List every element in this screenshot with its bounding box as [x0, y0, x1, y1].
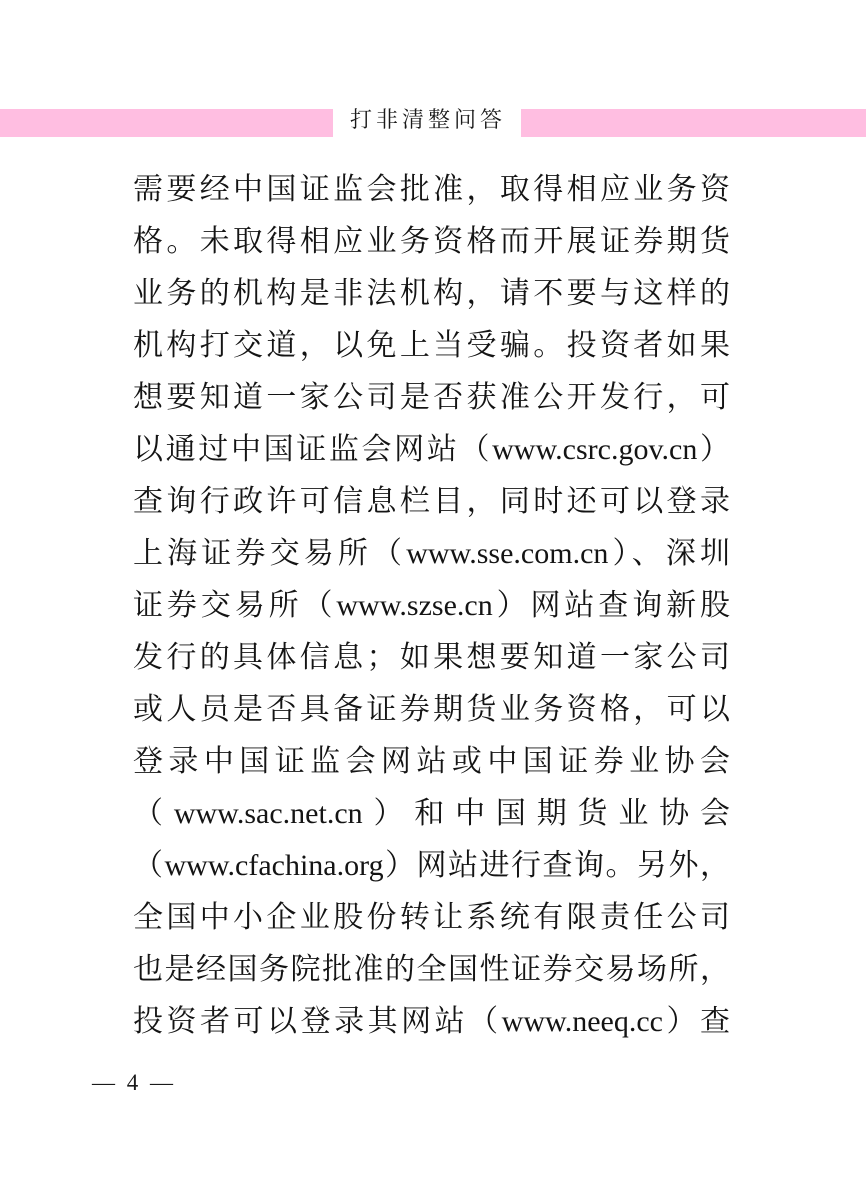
text-line: 上海证券交易所（www.sse.com.cn）、深圳	[133, 537, 730, 570]
text-line: 证券交易所（www.szse.cn）网站查询新股	[133, 589, 730, 622]
text-line: 全国中小企业股份转让系统有限责任公司	[133, 901, 730, 934]
text-line: 登录中国证监会网站或中国证券业协会	[133, 745, 730, 778]
text-line: （www.sac.net.cn）和中国期货业协会	[133, 797, 730, 830]
text-line: 发行的具体信息；如果想要知道一家公司	[133, 641, 730, 674]
header-rule-left	[0, 109, 333, 137]
text-line: 业务的机构是非法机构，请不要与这样的	[133, 277, 730, 310]
text-line: 需要经中国证监会批准，取得相应业务资	[133, 173, 730, 206]
text-line: （www.cfachina.org）网站进行查询。另外，	[133, 849, 730, 882]
text-line: 也是经国务院批准的全国性证券交易场所，	[133, 953, 730, 986]
page-footer	[92, 1068, 176, 1098]
running-head-title: 打非清整问答	[350, 108, 507, 133]
text-line: 格。未取得相应业务资格而开展证券期货	[133, 225, 730, 258]
text-line: 想要知道一家公司是否获准公开发行，可	[133, 381, 730, 414]
text-line: 或人员是否具备证券期货业务资格，可以	[133, 693, 730, 726]
text-line: 机构打交道，以免上当受骗。投资者如果	[133, 329, 730, 362]
page-number: — 4 —	[92, 1070, 176, 1095]
page-header	[0, 109, 866, 137]
body-text-block	[133, 164, 730, 1048]
text-line: 以通过中国证监会网站（www.csrc.gov.cn）	[133, 433, 730, 466]
text-line: 投资者可以登录其网站（www.neeq.cc）查	[133, 1005, 730, 1038]
header-rule-right	[521, 109, 866, 137]
text-line: 查询行政许可信息栏目，同时还可以登录	[133, 485, 730, 518]
